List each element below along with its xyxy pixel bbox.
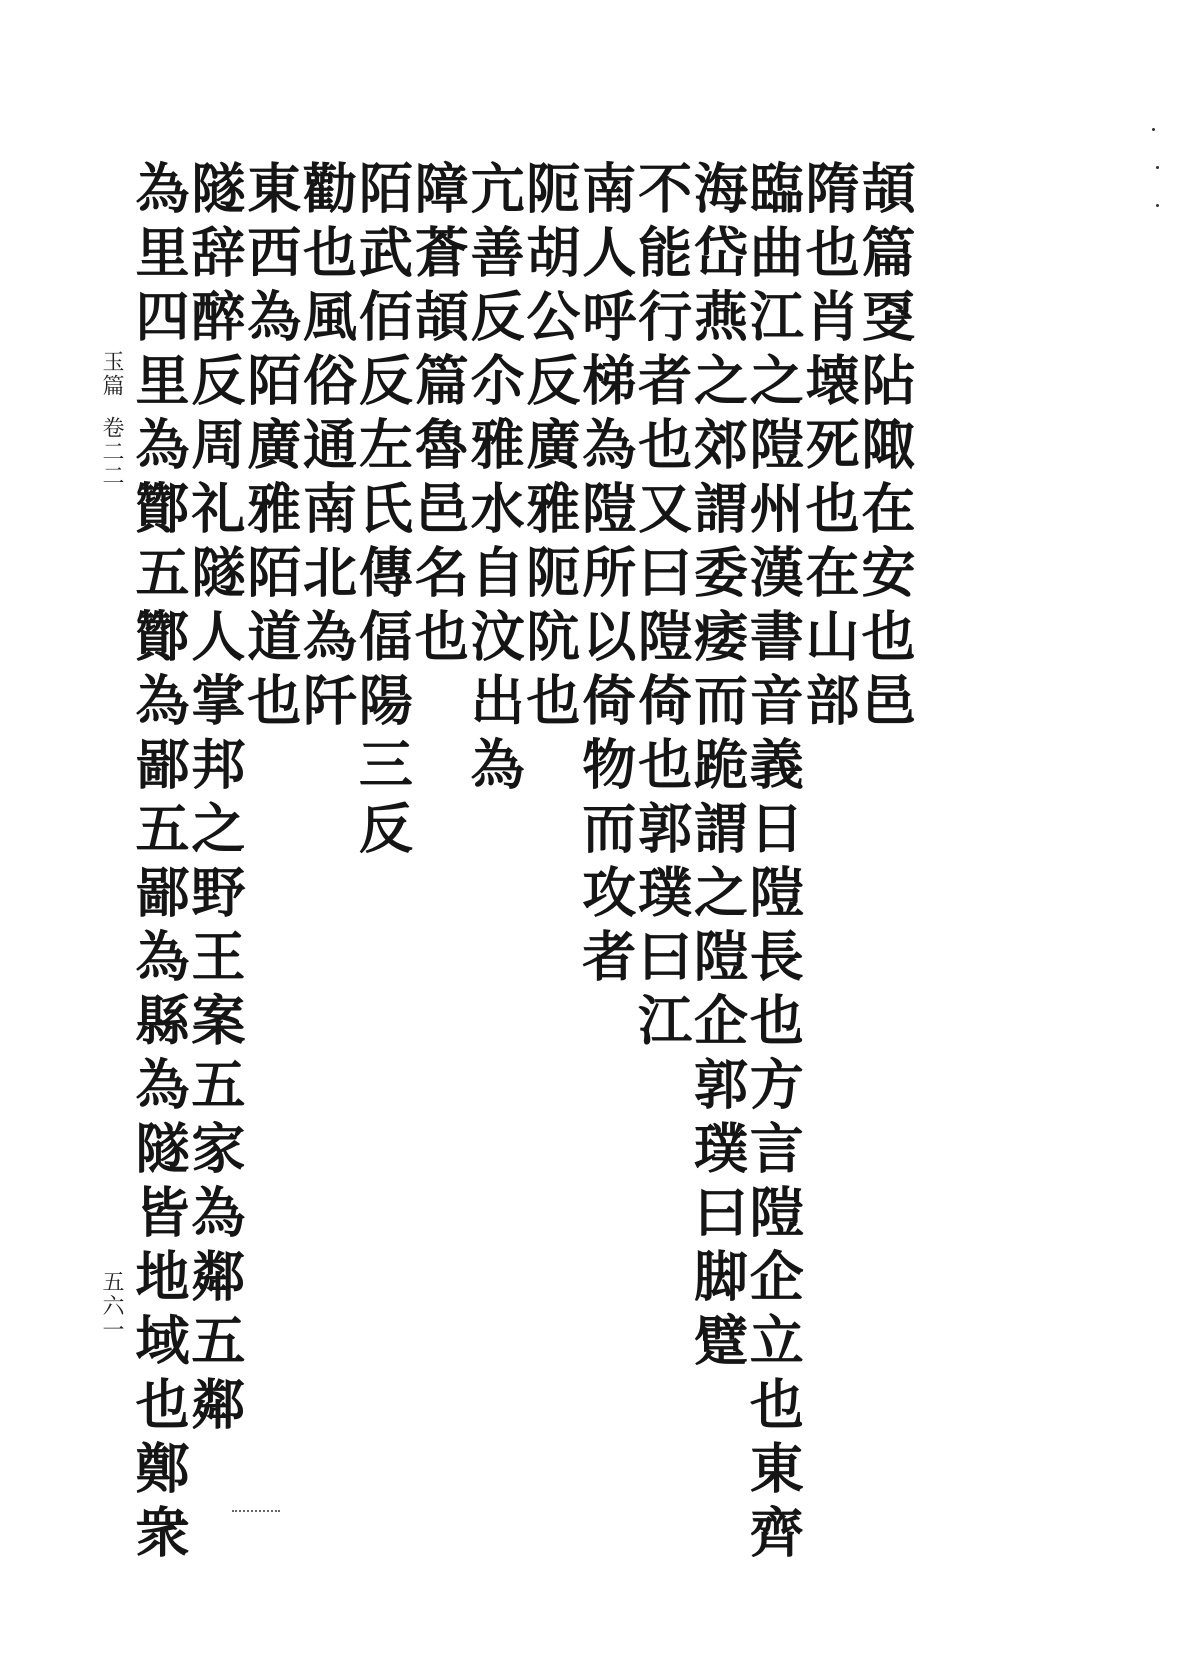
- text-column: 陌武佰反左氏傳偪陽三反: [350, 160, 415, 864]
- scan-mark: [232, 1510, 280, 1514]
- text-column: 障蒼頡篇魯邑名也: [406, 160, 471, 672]
- text-column: 臨曲江之隑州漢書音義日隑長也方言隑企立也東齊: [741, 160, 806, 1568]
- scan-speck: [1152, 128, 1155, 131]
- volume-label: 卷二二: [99, 416, 124, 488]
- text-column: 勸也風俗通南北為阡: [294, 160, 359, 736]
- text-column: 亢善反尒雅水自汶出為: [462, 160, 527, 800]
- text-column: 海岱燕之郊謂委痿而跪謂之隑企郭璞曰脚躄: [685, 160, 750, 1376]
- text-column: 南人呼梯為隑所以倚物而攻者: [573, 160, 638, 992]
- scan-speck: [1156, 166, 1159, 169]
- text-column: 阨胡公反廣雅阨阬也: [517, 160, 582, 736]
- page-number: 五六一: [99, 1270, 124, 1342]
- main-text: [127, 160, 917, 1580]
- text-column: 不能行者也又曰隑倚也郭璞曰江: [629, 160, 694, 1056]
- text-column: 頡篇㪅阽陬在安也邑: [852, 160, 917, 736]
- text-column: 隋也肖壊死也在山部: [797, 160, 862, 736]
- text-column: 東西為陌廣雅陌道也: [238, 160, 303, 736]
- book-title: 玉篇: [99, 350, 124, 398]
- running-title: [96, 350, 127, 488]
- scan-speck: [1156, 204, 1159, 207]
- text-column: 隧辞醉反周礼隧人掌邦之野王案五家為鄰五鄰: [182, 160, 247, 1440]
- text-column: 為里四里為酇五酇為鄙五鄙為縣為隧皆地域也鄭衆: [127, 160, 191, 1568]
